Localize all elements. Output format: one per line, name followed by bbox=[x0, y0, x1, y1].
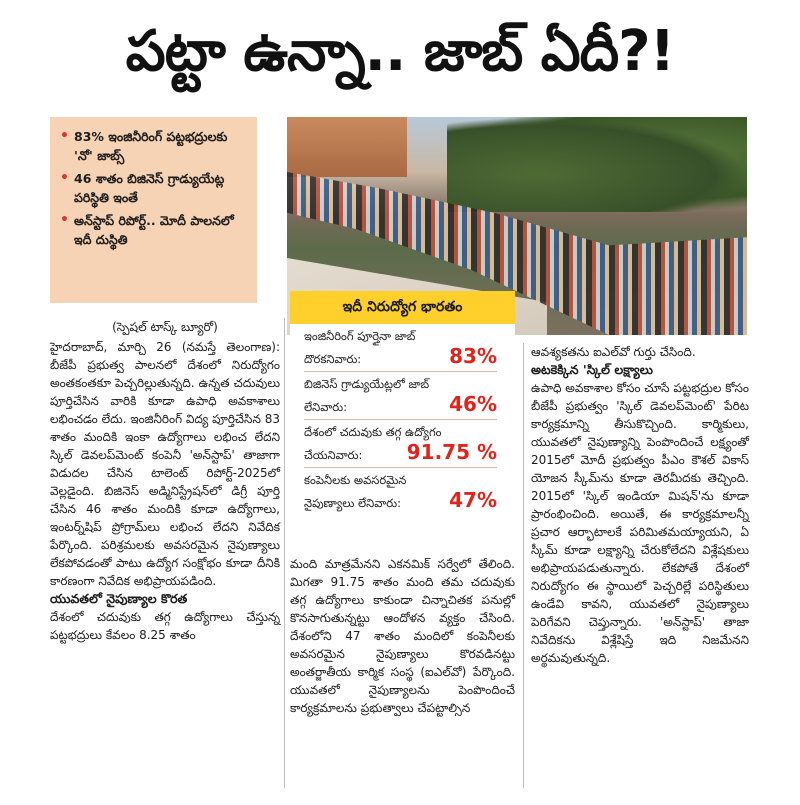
stat-value: 91.75 % bbox=[406, 440, 497, 464]
article-body: ఉపాధి అవకాశాల కోసం చూసే పట్టభద్రుల కోసం బీజేపీ ప్రభుత్వం 'స్కిల్ డెవలప్‌మెంట్' పేరిట కార్యక్రమాన్ని తీసుకొచ్చింది. కార్మికులు, యువతలో నైపుణ్యాన్ని పెంపొందించే లక్ష్యంతో 2015లో మోదీ ప్రభుత్వం పీఎం కౌశల్ వికాస్ యోజన స్కీమ్‌ను కూడా తెరమీదకు తెచ్చింది. 2015లో 'స్కిల్ ఇండియా మిషన్'ను కూడా ప్రారంభించింది. అయితే, ఈ కార్యక్రమాలన్నీ ప్రచార ఆర్భాటాలకే పరిమితమయ్యాయని, ఏ స్కీమ్ కూడా లక్ష్యాన్ని చేరుకోలేదని విశ్లేషకులు అభిప్రాయపడుతున్నారు. లేకపోతే దేశంలో నిరుద్యోగం ఈ స్థాయిలో పెచ్చరిల్లే పరిస్థితులు ఉండేవి కావని, యువతలో నైపుణ్యాలు పెరిగేవని చెప్తున్నారు. 'అన్‌స్టాప్' తాజా నివేదికను విశ్లేషిస్తే ఇది నిజమేనని అర్థమవుతున్నది. bbox=[531, 381, 749, 665]
highlight-item bbox=[60, 211, 249, 249]
subhead: యువతలో నైపుణ్యాల కొరత bbox=[50, 591, 188, 606]
article-column-1 bbox=[50, 318, 280, 644]
stat-label: కంపెనీలకు అవసరమైన bbox=[304, 473, 407, 487]
highlights-box bbox=[50, 117, 257, 303]
photo-trees bbox=[447, 117, 747, 212]
highlight-text: 46 శాతం బిజినెస్ గ్రాడ్యుయేట్ల పరిస్థితి ఇంతే bbox=[74, 171, 225, 205]
stat-label: లేనివారు: bbox=[304, 400, 347, 414]
headline: పట్టా ఉన్నా.. జాబ్ ఏదీ?! bbox=[125, 19, 675, 84]
stat-row bbox=[304, 324, 497, 372]
stat-label: దేశంలో చదువుకు తగ్గ ఉద్యోగం bbox=[304, 425, 442, 439]
article-body: దేశంలో చదువుకు తగ్గ ఉద్యోగాలు చేస్తున్న పట్టభద్రులు కేవలం 8.25 శాతం bbox=[50, 610, 280, 642]
bullet-icon: • bbox=[60, 170, 69, 186]
stat-row bbox=[304, 468, 497, 515]
stat-row bbox=[304, 420, 497, 468]
subhead: అటకెక్కిన 'స్కిల్ లక్ష్యాలు bbox=[531, 362, 653, 377]
article-column-3 bbox=[531, 343, 749, 667]
stat-label: నైపుణ్యాలు లేనివారు: bbox=[304, 496, 401, 510]
stat-label: ఇంజినీరింగ్ పూర్తైనా జాబ్ bbox=[304, 329, 416, 343]
bullet-icon: • bbox=[60, 212, 69, 228]
highlight-item bbox=[60, 127, 249, 165]
stat-row bbox=[304, 372, 497, 420]
stats-banner: ఇదీ నిరుద్యోగ భారతం bbox=[290, 291, 515, 324]
highlight-text: అన్‌స్టాప్ రిపోర్ట్.. మోదీ పాలనలో ఇదీ దుస్థితి bbox=[74, 213, 234, 247]
highlight-item bbox=[60, 169, 249, 207]
article-body: ఆవశ్యకతను ఐఎల్‌వో గుర్తు చేసింది. bbox=[531, 345, 696, 359]
stat-label: చేయనివారు: bbox=[304, 448, 363, 462]
stat-label: దొరకనివారు: bbox=[304, 352, 362, 366]
stat-label: బిజినెస్ గ్రాడ్యుయేట్లలో జాబ్ bbox=[304, 377, 430, 391]
bullet-icon: • bbox=[60, 128, 69, 144]
byline: (స్పెషల్ టాస్క్ బ్యూరో) bbox=[112, 320, 218, 334]
stat-value: 83% bbox=[449, 344, 497, 368]
article-body: హైదరాబాద్, మార్చి 26 (నమస్తే తెలంగాణ): బీజేపీ ప్రభుత్వ పాలనలో దేశంలో నిరుద్యోగం అంతకంతకూ పెచ్చరిల్లుతున్నది. ఉన్నత చదువులు పూర్తిచేసిన వారికి కూడా ఉపాధి అవకాశాలు లభించడం లేదు. ఇంజినీరింగ్ విద్య పూర్తిచేసిన 83 శాతం మందికి ఇంకా ఉద్యోగాలు లభించ లేదని స్కిల్ డెవలప్‌మెంట్ కంపెనీ 'అన్‌స్టాప్' తాజాగా విడుదల చేసిన టాలెంట్ రిపోర్ట్-2025లో వెల్లడైంది. బిజినెస్ అడ్మినిస్ట్రేషన్‌లో డిగ్రీ పూర్తి చేసిన 46 శాతం మందికి కూడా ఉద్యోగాలు, ఇంటర్న్‌షిప్ ప్రోగ్రామ్‌లు లభించ లేదని నివేదిక పేర్కొంది. పరిశ్రమలకు అవసరమైన నైపుణ్యాలు లేకపోవడంతో పాటు ఉద్యోగ సంక్షోభం కూడా దీనికి కారణంగా నివేదిక అభిప్రాయపడింది. bbox=[50, 340, 280, 588]
article-body: మంది మాత్రమేనని ఎకనమిక్ సర్వేలో తేలింది. మిగతా 91.75 శాతం మంది తమ చదువుకు తగ్గ ఉద్యోగాలు కాకుండా చిన్నాచితక పనుల్లో కొనసాగుతున్నట్టు ఆందోళన వ్యక్తం చేసింది. దేశంలోని 47 శాతం మందిలో కంపెనీలకు అవసరమైన నైపుణ్యాలు కొరవడినట్టు అంతర్జాతీయ కార్మిక సంస్థ (ఐఎల్‌వో) పేర్కొంది. యువతలో నైపుణ్యాలను పెంపొందించే కార్యక్రమాలను ప్రభుత్వాలు చేపట్టాల్సిన bbox=[290, 557, 515, 715]
stat-value: 47% bbox=[449, 488, 497, 512]
column-divider bbox=[284, 318, 285, 788]
article-column-2 bbox=[290, 555, 515, 717]
stats-box bbox=[290, 291, 515, 544]
column-divider bbox=[523, 343, 524, 788]
stat-value: 46% bbox=[449, 392, 497, 416]
photo-building bbox=[287, 117, 407, 177]
highlight-text: 83% ఇంజినీరింగ్ పట్టభద్రులకు 'నో' జాబ్స్ bbox=[74, 129, 228, 163]
